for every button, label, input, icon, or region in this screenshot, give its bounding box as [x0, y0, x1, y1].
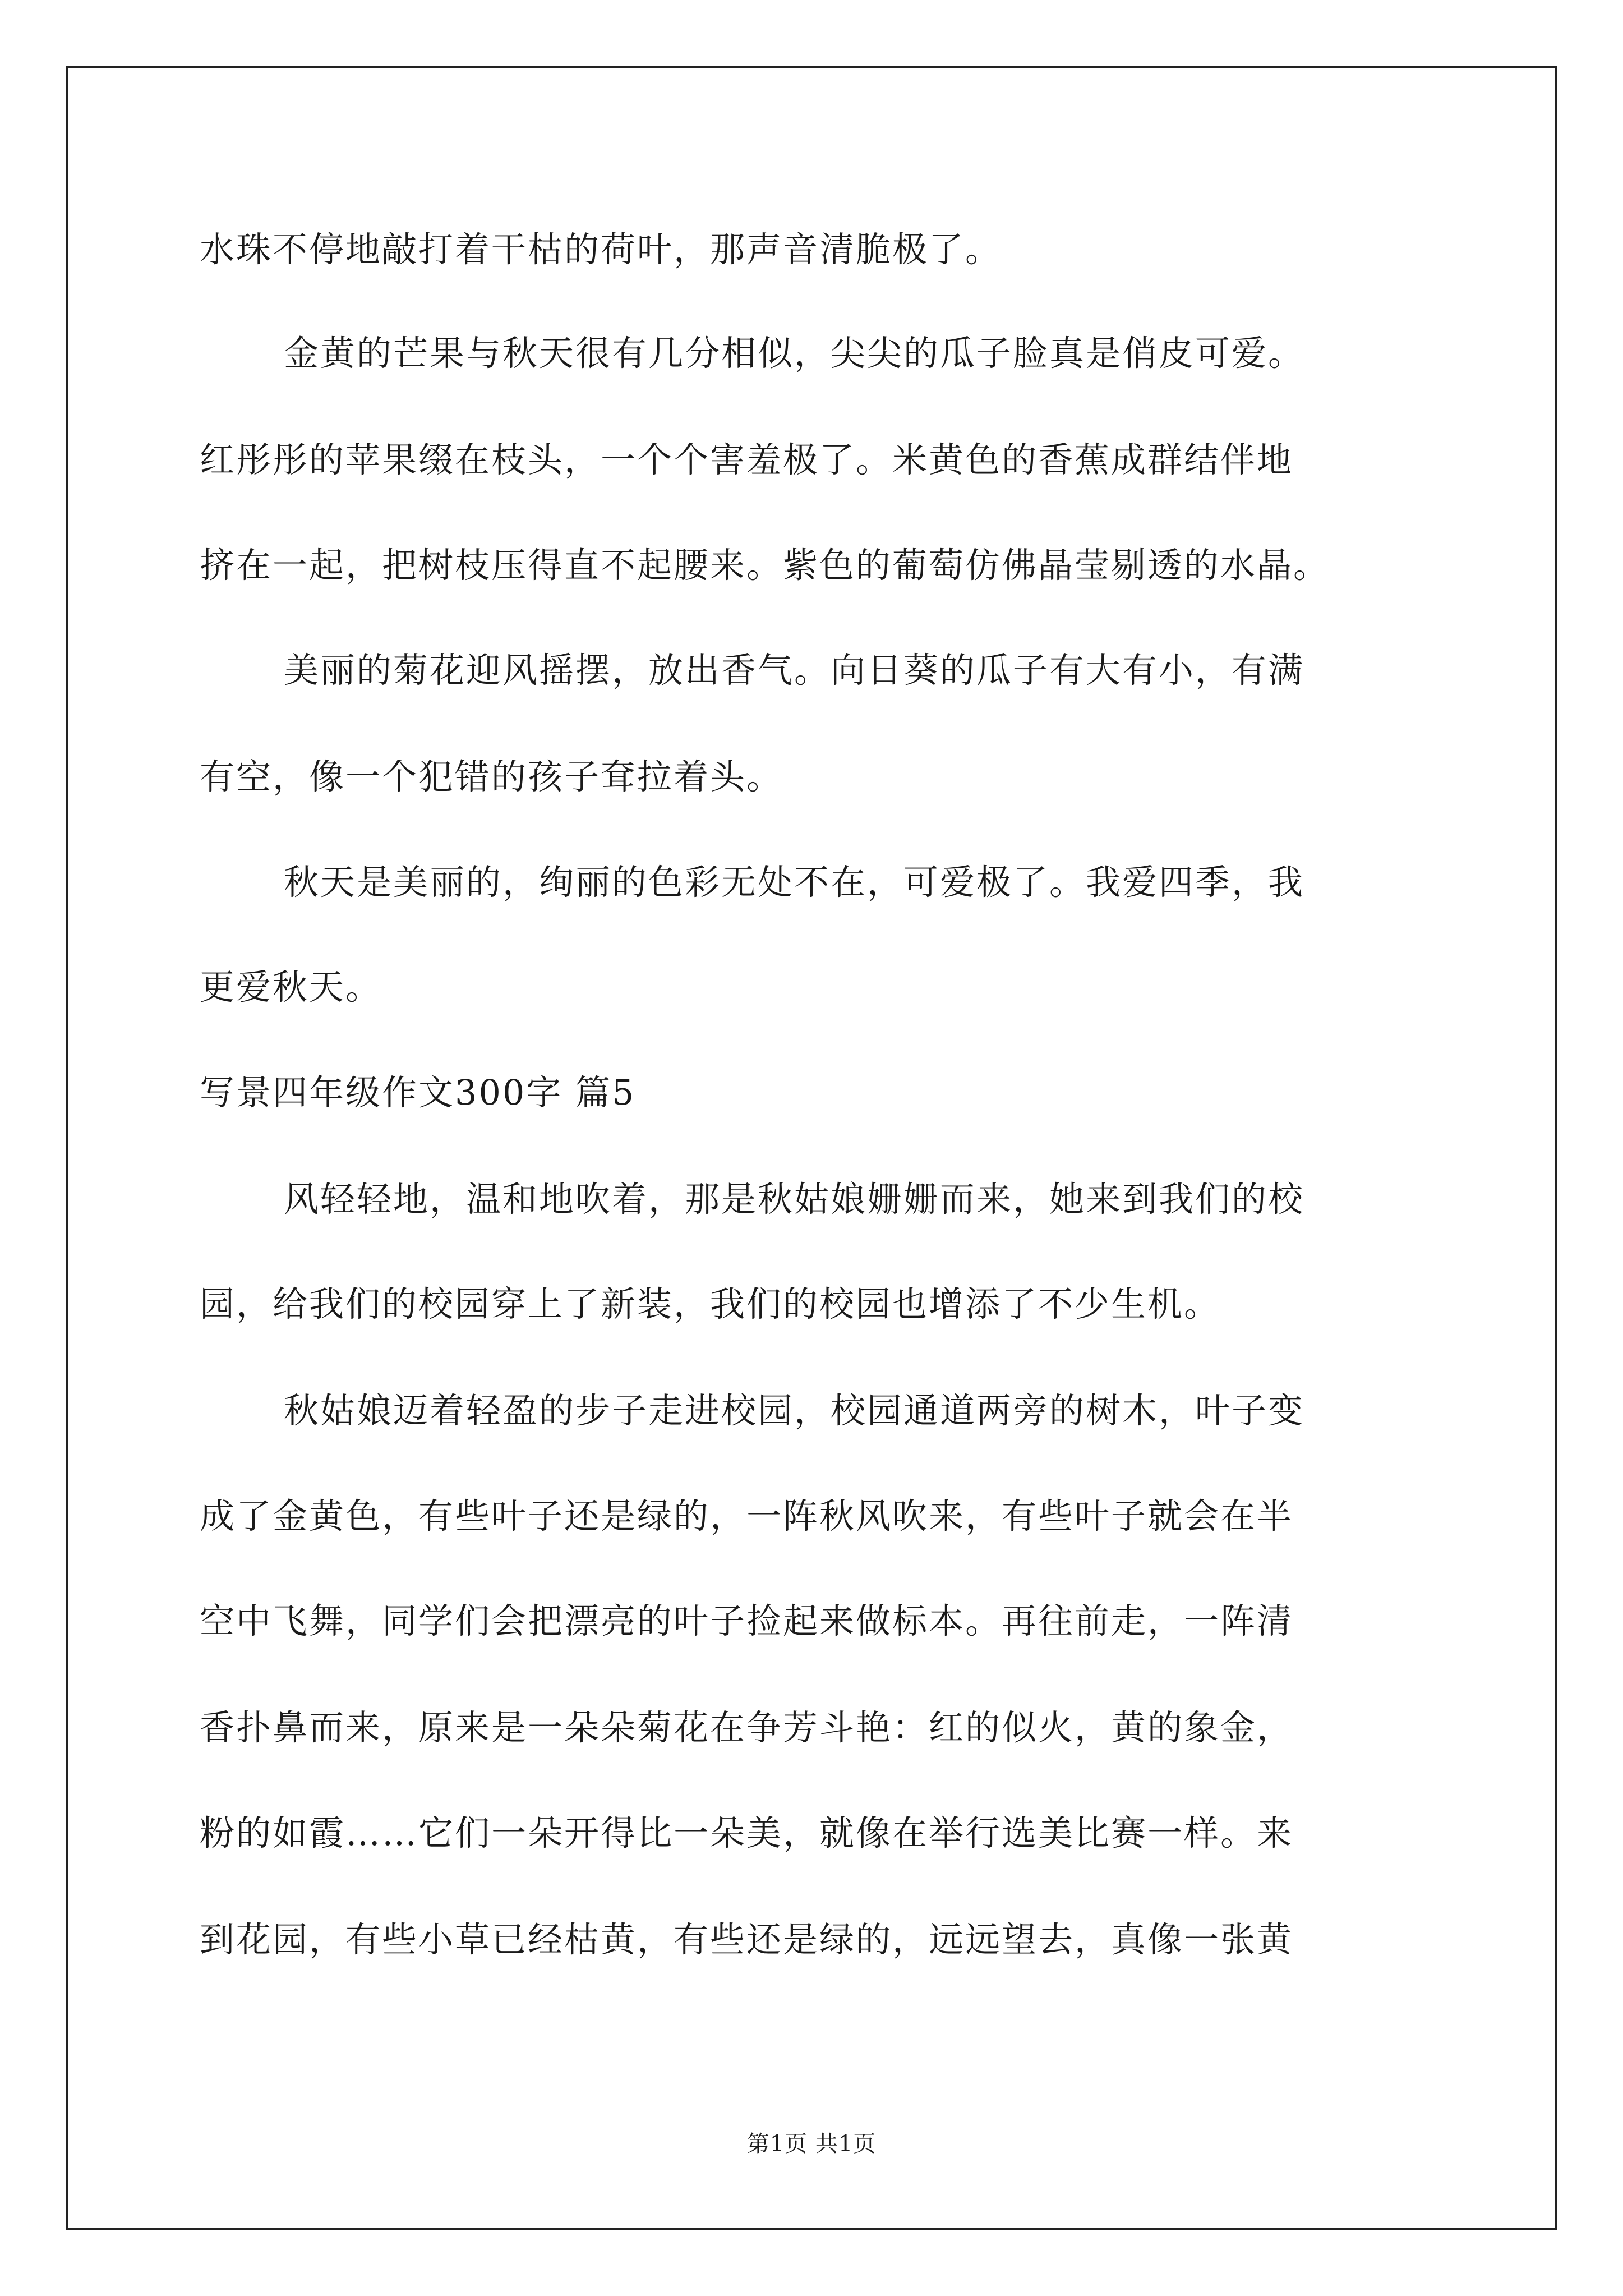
- paragraph-line: 风轻轻地，温和地吹着，那是秋姑娘姗姗而来，她来到我们的校: [284, 1179, 1305, 1220]
- paragraph-line: 水珠不停地敲打着干枯的荷叶，那声音清脆极了。: [200, 229, 1002, 270]
- section-heading: 写景四年级作文300字 篇5: [200, 1072, 636, 1113]
- paragraph-line: 红彤彤的苹果缀在枝头，一个个害羞极了。米黄色的香蕉成群结伴地: [200, 439, 1294, 480]
- paragraph-line: 园，给我们的校园穿上了新装，我们的校园也增添了不少生机。: [200, 1283, 1221, 1324]
- paragraph-line: 有空，像一个犯错的孩子耷拉着头。: [200, 756, 783, 797]
- paragraph-line: 秋天是美丽的，绚丽的色彩无处不在，可爱极了。我爱四季，我: [284, 862, 1305, 903]
- paragraph-line: 香扑鼻而来，原来是一朵朵菊花在争芳斗艳：红的似火，黄的象金，: [200, 1707, 1294, 1748]
- paragraph-line: 更爱秋天。: [200, 967, 382, 1007]
- paragraph-line: 挤在一起，把树枝压得直不起腰来。紫色的葡萄仿佛晶莹剔透的水晶。: [200, 545, 1330, 586]
- paragraph-line: 粉的如霞……它们一朵开得比一朵美，就像在举行选美比赛一样。来: [200, 1812, 1294, 1853]
- paragraph-line: 金黄的芒果与秋天很有几分相似，尖尖的瓜子脸真是俏皮可爱。: [284, 333, 1305, 374]
- page-border: [66, 66, 1557, 2230]
- paragraph-line: 到花园，有些小草已经枯黄，有些还是绿的，远远望去，真像一张黄: [200, 1919, 1294, 1960]
- paragraph-line: 美丽的菊花迎风摇摆，放出香气。向日葵的瓜子有大有小，有满: [284, 650, 1305, 691]
- paragraph-line: 成了金黄色，有些叶子还是绿的，一阵秋风吹来，有些叶子就会在半: [200, 1496, 1294, 1536]
- paragraph-line: 秋姑娘迈着轻盈的步子走进校园，校园通道两旁的树木，叶子变: [284, 1390, 1305, 1431]
- page-footer: 第1页 共1页: [746, 2131, 877, 2157]
- paragraph-line: 空中飞舞，同学们会把漂亮的叶子捡起来做标本。再往前走，一阵清: [200, 1600, 1294, 1641]
